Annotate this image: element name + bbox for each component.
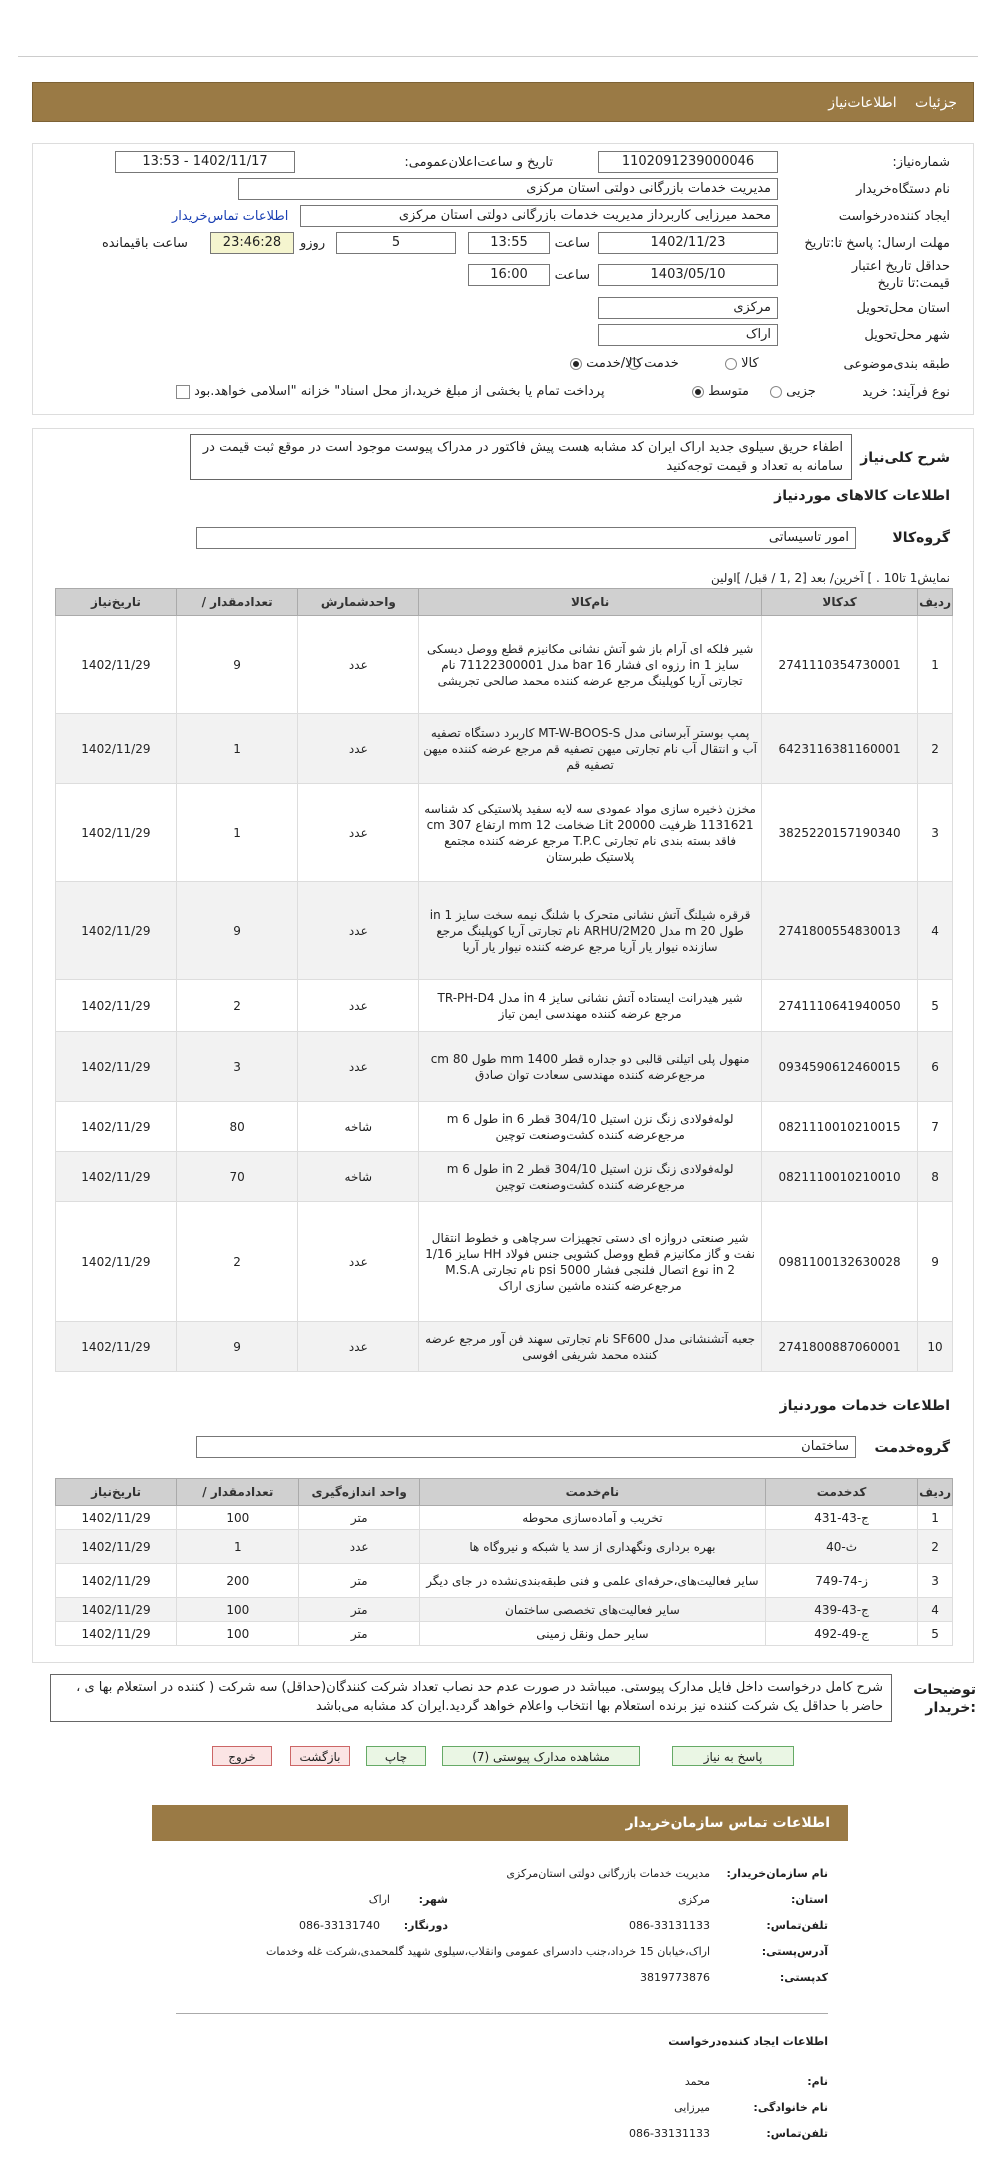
- goods-header-cell: واحدشمارش: [298, 589, 419, 616]
- deadline-time-field: 13:55: [468, 232, 550, 254]
- services-cell: 200: [177, 1564, 299, 1598]
- goods-cell: 1402/11/29: [56, 616, 177, 714]
- goods-cell: قرقره شیلنگ آتش نشانی متحرک با شلنگ نیمه سخت سایز 1 in طول 20 m مدل ARHU/2M20 نام تجارتی آریا کوپلینگ مرجع سازنده نیوار یار آریا مرجع عرضه کننده نیوار یار آریا: [419, 882, 762, 980]
- goods-group-field: امور تاسیساتی: [196, 527, 856, 549]
- goods-cell: 1402/11/29: [56, 1102, 177, 1152]
- contact-address-value: اراک،خیابان 15 خرداد،جنب دادسرای عمومی وانقلاب،سیلوی شهید گلمحمدی،شرکت غله وخدمات: [266, 1945, 710, 1958]
- services-cell: عدد: [299, 1530, 419, 1564]
- table-row[interactable]: [56, 1102, 953, 1152]
- goods-cell: 1402/11/29: [56, 980, 177, 1032]
- title-sub: اطلاعات‌نیاز: [828, 95, 897, 111]
- creator-name-label: نام:: [807, 2075, 828, 2088]
- contact-province-value: مرکزی: [678, 1893, 710, 1906]
- services-cell: تخریب و آماده‌سازی محوطه: [419, 1506, 765, 1530]
- back-button[interactable]: بازگشت: [290, 1746, 350, 1766]
- goods-cell: 10: [918, 1322, 953, 1372]
- days-field: 5: [336, 232, 456, 254]
- table-row[interactable]: [56, 1202, 953, 1322]
- table-row[interactable]: [56, 1322, 953, 1372]
- goods-cell: مخزن ذخیره سازی مواد عمودی سه لایه سفید پلاستیکی کد شناسه 1131621 ظرفیت 20000 Lit ضخامت 12 mm ارتفاع 307 cm فاقد بسته بندی نام تجارتی T.P.C مرجع عرضه کننده مجتمع پلاستیک طبرستان: [419, 784, 762, 882]
- contact-phone-label: تلفن‌تماس:: [766, 1919, 828, 1932]
- services-cell: ج-49-492: [765, 1622, 917, 1646]
- services-cell: 1402/11/29: [56, 1622, 177, 1646]
- creator-field: محمد میرزایی کاربرداز مدیریت خدمات بازرگانی دولتی استان مرکزی: [300, 205, 778, 227]
- services-header-cell: واحد اندازه‌گیری: [299, 1479, 419, 1506]
- city-label: شهر محل‌تحویل: [864, 328, 950, 343]
- goods-cell: شیر فلکه ای آرام باز شو آتش نشانی مکانیزم قطع ووصل دیسکی سایز 1 in رزوه ای فشار 16 bar مدل 71122300001 نام تجارتی آریا کوپلینگ مرجع عرضه کننده محمد صالحی تجریشی: [419, 616, 762, 714]
- services-cell: 4: [918, 1598, 953, 1622]
- buyer-contact-link[interactable]: اطلاعات تماس‌خریدار: [172, 209, 289, 224]
- goods-cell: 6423116381160001: [762, 714, 918, 784]
- buyer-notes-label: توضیحات :خریدار: [913, 1682, 976, 1716]
- goods-section-title: اطلاعات کالاهای موردنیاز: [774, 488, 950, 504]
- goods-cell: عدد: [298, 882, 419, 980]
- payment-note[interactable]: پرداخت تمام یا بخشی از مبلغ خرید،از محل اسناد" خزانه "اسلامی خواهد.بود: [176, 384, 605, 399]
- creator-name-value: محمد: [684, 2075, 710, 2088]
- table-row[interactable]: [56, 980, 953, 1032]
- goods-cell: 3825220157190340: [762, 784, 918, 882]
- goods-cell: شیر صنعتی دروازه ای دستی تجهیزات سرچاهی و خطوط انتقال نفت و گاز مکانیزم قطع ووصل کشویی جنس فولاد HH سایز 1/16 2 in نوع اتصال فلنجی فشار 5000 psi نام تجارتی M.S.A مرجع‌عرضه کننده ماشین سازی اراک: [419, 1202, 762, 1322]
- goods-cell: عدد: [298, 616, 419, 714]
- org-label: نام سازمان‌خریدار:: [726, 1867, 828, 1880]
- goods-cell: شیر هیدرانت ایستاده آتش نشانی سایز 4 in مدل TR-PH-D4 مرجع عرضه کننده مهندسی ایمن تیاز: [419, 980, 762, 1032]
- org-value: مدیریت خدمات بازرگانی دولتی استان‌مرکزی: [506, 1867, 710, 1880]
- creator-phone-label: تلفن‌تماس:: [766, 2127, 828, 2140]
- table-row[interactable]: [56, 714, 953, 784]
- contact-address-label: آدرس‌پستی:: [761, 1945, 828, 1958]
- goods-cell: 1: [176, 784, 298, 882]
- goods-table: [55, 588, 953, 1372]
- goods-cell: لوله‌فولادی زنگ نزن استیل 304/10 قطر 6 in طول 6 m مرجع‌عرضه کننده کشت‌وصنعت توچین: [419, 1102, 762, 1152]
- need-number-label: شماره‌نیاز:: [892, 155, 950, 170]
- goods-cell: عدد: [298, 1322, 419, 1372]
- services-cell: متر: [299, 1622, 419, 1646]
- contact-postal-label: کدپستی:: [779, 1971, 828, 1984]
- services-cell: متر: [299, 1598, 419, 1622]
- goods-cell: 9: [176, 882, 298, 980]
- services-header-cell: ردیف: [918, 1479, 953, 1506]
- goods-header-cell: نام‌کالا: [419, 589, 762, 616]
- goods-cell: 1402/11/29: [56, 714, 177, 784]
- services-cell: سایر فعالیت‌های،حرفه‌ای علمی و فنی طبقه‌بندی‌نشده در جای دیگر: [419, 1564, 765, 1598]
- radio-icon: [725, 358, 737, 370]
- services-cell: ث-40: [765, 1530, 917, 1564]
- title-main: جزئیات: [915, 95, 957, 111]
- goods-cell: 1402/11/29: [56, 1032, 177, 1102]
- services-header-cell: کدخدمت: [765, 1479, 917, 1506]
- services-cell: 5: [918, 1622, 953, 1646]
- goods-table-header: [56, 589, 953, 616]
- services-cell: متر: [299, 1564, 419, 1598]
- buyer-label: نام دستگاه‌خریدار: [856, 182, 950, 197]
- table-row[interactable]: [56, 1622, 953, 1646]
- pagination[interactable]: نمایش1 تا10 . ] آخرین/ بعد [2 ,1 / قبل/ ]اولین: [710, 571, 950, 585]
- deadline-label: مهلت ارسال: پاسخ تا:تاریخ: [804, 236, 950, 251]
- goods-cell: عدد: [298, 784, 419, 882]
- process-option-minor[interactable]: جزیی: [770, 384, 816, 399]
- goods-cell: عدد: [298, 980, 419, 1032]
- services-header-cell: تعدادمقدار /: [177, 1479, 299, 1506]
- goods-cell: 3: [918, 784, 953, 882]
- summary-text: اطفاء حریق سیلوی جدید اراک ایران کد مشابه هست پیش فاکتور در مدراک پیوست موجود است در موقع ثبت قیمت در سامانه به تعداد و قیمت توجه‌کنید: [190, 434, 852, 480]
- services-cell: 1402/11/29: [56, 1598, 177, 1622]
- services-cell: ج-43-431: [765, 1506, 917, 1530]
- goods-cell: 5: [918, 980, 953, 1032]
- need-number-field: 1102091239000046: [598, 151, 778, 173]
- goods-header-cell: کدکالا: [762, 589, 918, 616]
- contact-fax-value: 086-33131740: [299, 1919, 380, 1932]
- goods-cell: 1402/11/29: [56, 1152, 177, 1202]
- services-group-field: ساختمان: [196, 1436, 856, 1458]
- table-row[interactable]: [56, 784, 953, 882]
- services-cell: متر: [299, 1506, 419, 1530]
- goods-cell: منهول پلی اتیلنی قالبی دو جداره قطر 1400 mm طول 80 cm مرجع‌عرضه کننده مهندسی سعادت توان صادق: [419, 1032, 762, 1102]
- goods-cell: 1402/11/29: [56, 784, 177, 882]
- province-label: استان محل‌تحویل: [856, 301, 950, 316]
- radio-selected-icon: [570, 358, 582, 370]
- attachments-button[interactable]: مشاهده مدارک پیوستی (7): [442, 1746, 640, 1766]
- creator-label: ایجاد کننده‌درخواست: [838, 209, 950, 224]
- table-row[interactable]: [56, 882, 953, 980]
- table-row[interactable]: [56, 1530, 953, 1564]
- goods-cell: عدد: [298, 714, 419, 784]
- goods-cell: عدد: [298, 1202, 419, 1322]
- remaining-time-field: 23:46:28: [210, 232, 294, 254]
- remaining-label: ساعت باقیمانده: [102, 236, 188, 251]
- goods-cell: 1402/11/29: [56, 882, 177, 980]
- validity-time-field: 16:00: [468, 264, 550, 286]
- creator-family-value: میرزایی: [674, 2101, 710, 2114]
- goods-cell: جعبه آتشنشانی مدل SF600 نام تجارتی سهند فن آور مرجع عرضه کننده محمد شریفی افوسی: [419, 1322, 762, 1372]
- announce-field: 1402/11/17 - 13:53: [115, 151, 295, 173]
- table-row[interactable]: [56, 1032, 953, 1102]
- goods-cell: 0981100132630028: [762, 1202, 918, 1322]
- goods-cell: 9: [176, 616, 298, 714]
- contact-divider: [176, 2013, 828, 2014]
- goods-cell: 2741800887060001: [762, 1322, 918, 1372]
- goods-cell: 0821110010210015: [762, 1102, 918, 1152]
- contact-province-label: استان:: [791, 1893, 828, 1906]
- services-header-cell: نام‌خدمت: [419, 1479, 765, 1506]
- table-row[interactable]: [56, 616, 953, 714]
- category-option-goods[interactable]: کالا: [725, 356, 759, 371]
- services-cell: 100: [177, 1506, 299, 1530]
- services-cell: 1402/11/29: [56, 1506, 177, 1530]
- announce-label: تاریخ و ساعت‌اعلان‌عمومی:: [404, 155, 553, 170]
- goods-cell: 2741800554830013: [762, 882, 918, 980]
- reply-button[interactable]: پاسخ به نیاز: [672, 1746, 794, 1766]
- creator-info-title: اطلاعات ایجاد کننده‌درخواست: [668, 2035, 828, 2048]
- contact-city-label: شهر:: [418, 1893, 448, 1906]
- print-button[interactable]: چاپ: [366, 1746, 426, 1766]
- page-title-bar: [32, 82, 974, 122]
- goods-cell: 1: [176, 714, 298, 784]
- services-cell: سایر حمل ونقل زمینی: [419, 1622, 765, 1646]
- goods-cell: 9: [176, 1322, 298, 1372]
- radio-icon: [770, 386, 782, 398]
- services-cell: 2: [918, 1530, 953, 1564]
- services-cell: سایر فعالیت‌های تخصصی ساختمان: [419, 1598, 765, 1622]
- exit-button[interactable]: خروج: [212, 1746, 272, 1766]
- goods-cell: 2: [918, 714, 953, 784]
- goods-cell: 7: [918, 1102, 953, 1152]
- goods-group-label: گروه‌کالا: [892, 530, 950, 546]
- category-label: طبقه بندی‌موضوعی: [843, 357, 950, 372]
- services-cell: ز-74-749: [765, 1564, 917, 1598]
- goods-header-cell: تاریخ‌نیاز: [56, 589, 177, 616]
- goods-cell: 0934590612460015: [762, 1032, 918, 1102]
- table-row[interactable]: [56, 1598, 953, 1622]
- summary-label: شرح کلی‌نیاز: [860, 450, 950, 466]
- services-table-header: [56, 1479, 953, 1506]
- buyer-field: مدیریت خدمات بازرگانی دولتی استان مرکزی: [238, 178, 778, 200]
- goods-cell: 4: [918, 882, 953, 980]
- validity-label: حداقل تاریخ اعتبار قیمت:تا تاریخ: [851, 259, 950, 291]
- province-field: مرکزی: [598, 297, 778, 319]
- goods-cell: 3: [176, 1032, 298, 1102]
- services-cell: 1402/11/29: [56, 1530, 177, 1564]
- goods-cell: 8: [918, 1152, 953, 1202]
- table-row[interactable]: [56, 1564, 953, 1598]
- services-cell: 3: [918, 1564, 953, 1598]
- checkbox-icon: [176, 385, 190, 399]
- deadline-date-field: 1402/11/23: [598, 232, 778, 254]
- services-cell: 1: [918, 1506, 953, 1530]
- table-row[interactable]: [56, 1506, 953, 1530]
- services-cell: 1: [177, 1530, 299, 1564]
- contact-fax-label: دورنگار:: [403, 1919, 448, 1932]
- goods-cell: 0821110010210010: [762, 1152, 918, 1202]
- contact-header: اطلاعات تماس سازمان‌خریدار: [152, 1805, 848, 1841]
- services-group-label: گروه‌خدمت: [874, 1440, 950, 1456]
- buyer-notes-text: شرح کامل درخواست داخل فایل مدارک پیوستی. میباشد در صورت عدم حد نصاب تعداد شرکت کنندگان(حداقل) سه شرکت ( کننده در استعلام بها ی ، حاضر با حداقل یک شرکت کننده نیز برنده استعلام بها انتخاب واعلام خواهد گردید.ایران کد مشابه می‌باشد: [50, 1674, 892, 1722]
- goods-cell: شاخه: [298, 1152, 419, 1202]
- validity-time-label: ساعت: [554, 268, 590, 283]
- services-cell: 1402/11/29: [56, 1564, 177, 1598]
- goods-cell: 1: [918, 616, 953, 714]
- city-field: اراک: [598, 324, 778, 346]
- goods-cell: 1402/11/29: [56, 1322, 177, 1372]
- goods-header-cell: تعدادمقدار /: [176, 589, 298, 616]
- radio-selected-icon: [692, 386, 704, 398]
- goods-cell: 9: [918, 1202, 953, 1322]
- goods-cell: لوله‌فولادی زنگ نزن استیل 304/10 قطر 2 in طول 6 m مرجع‌عرضه کننده کشت‌وصنعت توچین: [419, 1152, 762, 1202]
- creator-family-label: نام خانوادگی:: [753, 2101, 828, 2114]
- goods-cell: 6: [918, 1032, 953, 1102]
- goods-cell: عدد: [298, 1032, 419, 1102]
- table-row[interactable]: [56, 1152, 953, 1202]
- top-divider: [18, 56, 978, 57]
- services-cell: 100: [177, 1622, 299, 1646]
- goods-cell: 80: [176, 1102, 298, 1152]
- creator-phone-value: 086-33131133: [629, 2127, 710, 2140]
- services-table: [55, 1478, 953, 1646]
- contact-phone-value: 086-33131133: [629, 1919, 710, 1932]
- services-cell: بهره برداری ونگهداری از سد یا شبکه و نیروگاه ها: [419, 1530, 765, 1564]
- services-header-cell: تاریخ‌نیاز: [56, 1479, 177, 1506]
- days-label: روزو: [300, 236, 326, 251]
- validity-date-field: 1403/05/10: [598, 264, 778, 286]
- goods-cell: 2: [176, 1202, 298, 1322]
- contact-city-value: اراک: [368, 1893, 390, 1906]
- goods-cell: 2741110641940050: [762, 980, 918, 1032]
- services-section-title: اطلاعات خدمات موردنیاز: [779, 1398, 950, 1414]
- goods-cell: شاخه: [298, 1102, 419, 1152]
- goods-header-cell: ردیف: [918, 589, 953, 616]
- goods-cell: پمپ بوستر آبرسانی مدل MT-W-BOOS-S کاربرد دستگاه تصفیه آب و انتقال آب نام تجارتی میهن تصفیه قم مرجع عرضه کننده میهن تصفیه قم: [419, 714, 762, 784]
- category-option-service[interactable]: خدمت: [628, 356, 679, 371]
- process-label: نوع فرآیند: خرید: [862, 385, 950, 400]
- category-option-both[interactable]: کالا/خدمت: [570, 356, 643, 371]
- goods-cell: 70: [176, 1152, 298, 1202]
- services-cell: ج-43-439: [765, 1598, 917, 1622]
- contact-postal-value: 3819773876: [640, 1971, 710, 1984]
- goods-cell: 2741110354730001: [762, 616, 918, 714]
- process-option-medium[interactable]: متوسط: [692, 384, 749, 399]
- deadline-time-label: ساعت: [554, 236, 590, 251]
- services-cell: 100: [177, 1598, 299, 1622]
- goods-cell: 1402/11/29: [56, 1202, 177, 1322]
- goods-cell: 2: [176, 980, 298, 1032]
